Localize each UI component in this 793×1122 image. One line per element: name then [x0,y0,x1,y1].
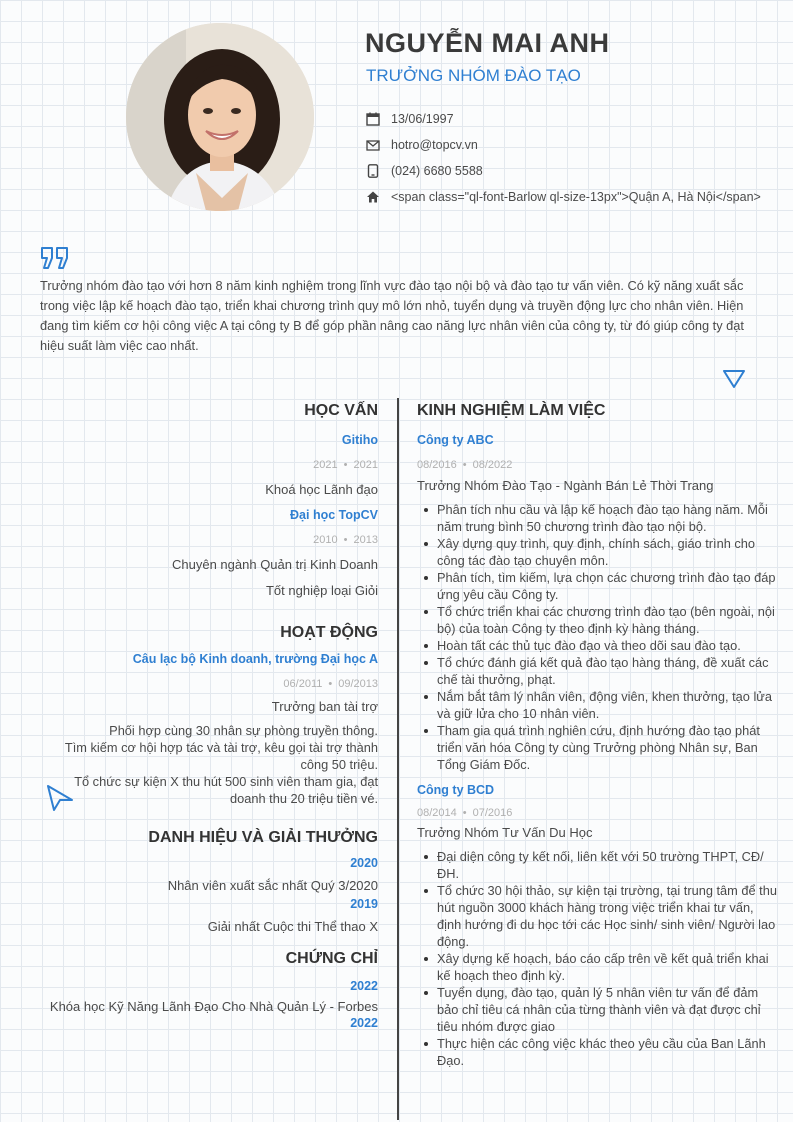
list-item: Phân tích nhu cầu và lập kế hoạch đào tạo hàng năm. Mỗi năm trung bình 50 chương trình đào tạo nội bộ. [417,501,777,535]
education-dates: 2021 • 2021 [313,459,378,471]
contact-phone [365,158,761,184]
date-start: 06/2011 [283,678,323,690]
date-start: 08/2014 [417,807,457,819]
job-dates: 08/2014 • 07/2016 [417,807,513,819]
list-item: Hoàn tất các thủ tục đào đạo và theo dõi sau đào tạo. [417,637,777,654]
list-item: Nắm bắt tâm lý nhân viên, động viên, khen thưởng, tạo lửa và giữ lửa cho 10 nhân viên. [417,688,777,722]
list-item: Tổ chức 30 hội thảo, sự kiện tại trường, tại trung tâm để thu hút nguồn 3000 khách hàng trong việc triển khai tư vấn, định hướng đi du học tới các Học sinh/ sinh viên/ Người lao động. [417,882,777,950]
date-end: 08/2022 [472,459,513,471]
education-school: Đại học TopCV [290,508,378,522]
certificate-year: 2022 [350,1016,378,1030]
job-company: Công ty ABC [417,433,494,447]
list-item: Xây dựng kế hoạch, báo cáo cấp trên về kết quả triển khai kế hoạch theo định kỳ. [417,950,777,984]
date-end: 2021 [353,459,378,471]
profile-photo-illustration [126,23,314,211]
job-dates: 08/2016 • 08/2022 [417,459,513,471]
date-start: 08/2016 [417,459,457,471]
award-text: Nhân viên xuất sắc nhất Quý 3/2020 [167,878,378,893]
pointer-cursor-icon [42,780,76,814]
list-item: Tham gia quá trình nghiên cứu, định hướng đào tạo phát triển văn hóa Công ty cùng Trưởng phòng Nhân sự, Ban Tổng Giám Đốc. [417,722,777,773]
list-item: Phân tích, tìm kiếm, lựa chọn các chương trình đào tạo đáp ứng yêu cầu Công ty. [417,569,777,603]
list-item: Tuyển dụng, đào tạo, quản lý 5 nhân viên tư vấn để đảm bảo chỉ tiêu cá nhân của từng thành viên và đạt được chỉ tiêu nhóm được giao [417,984,777,1035]
education-dates: 2010 • 2013 [313,534,378,546]
activity-org: Câu lạc bộ Kinh doanh, trường Đại học A [132,652,378,666]
list-item: Tổ chức đánh giá kết quả đào tạo hàng tháng, đề xuất các chế tài thưởng, phạt. [417,654,777,688]
column-divider [397,398,399,1120]
date-start: 2021 [313,459,338,471]
candidate-name: NGUYỄN MAI ANH [365,28,610,58]
calendar-icon [365,112,380,127]
contact-email [365,132,761,158]
birthday-value: 13/06/1997 [391,112,454,126]
list-item: Thực hiện các công việc khác theo yêu cầu của Ban Lãnh Đạo. [417,1035,777,1069]
job-role: Trưởng Nhóm Tư Vấn Du Học [417,825,593,840]
activity-role: Trưởng ban tài trợ [271,699,378,714]
phone-icon [365,164,380,179]
phone-value[interactable]: (024) 6680 5588 [391,164,483,178]
list-item: Đại diện công ty kết nối, liên kết với 50 trường THPT, CĐ/ ĐH. [417,848,777,882]
list-item: Tìm kiếm cơ hội hợp tác và tài trợ, kêu gọi tài trợ thành công 50 triệu. [52,739,378,773]
certificate-text: Khóa học Kỹ Năng Lãnh Đạo Cho Nhà Quản Lý - Forbes [49,999,378,1014]
date-end: 09/2013 [338,678,378,690]
education-detail: Khoá học Lãnh đạo [265,482,378,497]
list-item: Phối hợp cùng 30 nhân sự phòng truyền thông. [52,722,378,739]
date-end: 2013 [353,534,378,546]
list-item: Xây dựng quy trình, quy định, chính sách, giáo trình cho công tác đào tạo chuyên môn. [417,535,777,569]
job-role: Trưởng Nhóm Đào Tạo - Ngành Bán Lẻ Thời Trang [417,478,714,493]
award-text: Giải nhất Cuộc thi Thể thao X [207,919,378,934]
contact-birthday [365,106,761,132]
education-title: HỌC VẤN [304,402,378,419]
home-icon [365,190,380,205]
email-value[interactable]: hotro@topcv.vn [391,138,478,152]
job-duties [417,848,777,1069]
chevron-down-icon[interactable] [721,366,747,390]
award-year: 2019 [350,897,378,911]
education-school: Gitiho [341,433,378,447]
certificate-year: 2022 [350,979,378,993]
education-detail: Chuyên ngành Quản trị Kinh Doanh [172,557,378,572]
candidate-position: TRƯỞNG NHÓM ĐÀO TẠO [366,66,581,85]
contact-address [365,184,761,210]
right-column [417,400,777,1069]
certificates-title: CHỨNG CHỈ [285,950,378,967]
list-item: Tổ chức sự kiện X thu hút 500 sinh viên tham gia, đạt doanh thu 20 triệu tiền vé. [52,773,378,807]
date-end: 07/2016 [472,807,513,819]
profile-photo[interactable] [126,23,314,211]
contact-info [365,106,761,210]
job-company: Công ty BCD [417,783,495,797]
list-item: Tổ chức triển khai các chương trình đào tạo (bên ngoài, nội bộ) của toàn Công ty theo định kỳ hàng tháng. [417,603,777,637]
left-column [22,400,378,1032]
quote-icon [40,246,70,270]
experience-title: KINH NGHIỆM LÀM VIỆC [417,402,606,419]
email-icon [365,138,380,153]
education-detail: Tốt nghiệp loại Giỏi [265,583,378,598]
career-summary: Trưởng nhóm đào tạo với hơn 8 năm kinh nghiệm trong lĩnh vực đào tạo nội bộ và đào tạo tư vấn viên. Có kỹ năng xuất sắc trong việc lập kế hoạch đào tạo, triển khai chương trình quy mô lớn nhỏ, tuyển dụng và truyền động lực cho nhân viên. Hiện đang tìm kiếm cơ hội công việc A tại công ty B để góp phần nâng cao năng lực nhân viên của công ty, từ đó giúp công ty đạt hiệu suất làm việc cao nhất. [40,278,744,353]
awards-title: DANH HIỆU VÀ GIẢI THƯỞNG [148,829,378,846]
job-duties [417,501,777,773]
award-year: 2020 [350,856,378,870]
activity-dates: 06/2011 • 09/2013 [283,678,378,690]
activities-title: HOẠT ĐỘNG [280,624,378,641]
address-value: <span class="ql-font-Barlow ql-size-13px">Quận A, Hà Nội</span> [391,190,761,204]
date-start: 2010 [313,534,338,546]
